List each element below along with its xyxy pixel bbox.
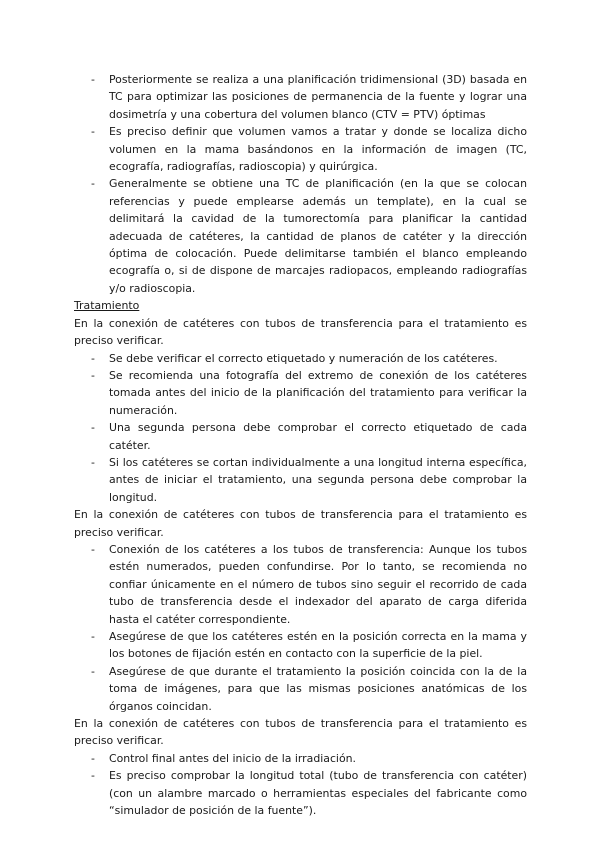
dash-bullet-icon: - [91, 542, 95, 556]
list-item-text: Una segunda persona debe comprobar el correcto etiquetado de cada catéter. [109, 421, 527, 452]
list-item-text: Se recomienda una fotografía del extremo de conexión de los catéteres tomada antes del inicio de la planificación del tratamiento para verificar la numeración. [109, 368, 527, 417]
dash-bullet-icon: - [91, 177, 95, 191]
list-item [74, 71, 527, 123]
dash-bullet-icon: - [91, 351, 95, 365]
dash-bullet-icon: - [91, 368, 95, 382]
list-item [74, 350, 527, 367]
list-item-text: Conexión de los catéteres a los tubos de transferencia: Aunque los tubos estén numerados, pueden confundirse. Por lo tanto, se recomienda no confiar únicamente en el número de tubos sino seguir el recorrido de cada tubo de transferencia desde el indexador del aparato de carga diferida hasta el catéter correspondiente. [109, 542, 527, 626]
list-item-text: Es preciso comprobar la longitud total (tubo de transferencia con catéter) (con un alambre marcado o herramientas especiales del fabricante como “simulador de posición de la fuente”). [109, 769, 527, 818]
list-item-text: Control final antes del inicio de la irradiación. [109, 751, 356, 765]
dash-bullet-icon: - [91, 421, 95, 435]
list-item-text: Generalmente se obtiene una TC de planificación (en la que se colocan referencias y puede emplearse además un template), en la cual se delimitará la cavidad de la tumorectomía para planificar la cantidad adecuada de catéteres, la cantidad de planos de catéter y la dirección óptima de colocación. Puede delimitarse también el blanco empleando ecografía o, si de dispone de marcajes radiopacos, empleando radiografías y/o radioscopia. [109, 177, 527, 295]
list-item-text: Posteriormente se realiza a una planificación tridimensional (3D) basada en TC para optimizar las posiciones de permanencia de la fuente y lograr una dosimetría y una cobertura del volumen blanco (CTV = PTV) óptimas [109, 73, 527, 121]
list-item-text: Se debe verificar el correcto etiquetado y numeración de los catéteres. [109, 351, 498, 365]
list-item [74, 750, 527, 767]
list-item [74, 767, 527, 819]
list-item [74, 419, 527, 454]
list-item-text: Si los catéteres se cortan individualmente a una longitud interna específica, antes de iniciar el tratamiento, una segunda persona debe comprobar la longitud. [109, 455, 527, 504]
verification-list-3 [74, 750, 527, 820]
verification-list-2 [74, 541, 527, 715]
dash-bullet-icon: - [91, 664, 95, 678]
dash-bullet-icon: - [91, 630, 95, 643]
dash-bullet-icon: - [91, 769, 95, 783]
verification-list-1 [74, 350, 527, 507]
list-item [74, 541, 527, 628]
list-item-text: Asegúrese de que durante el tratamiento la posición coincida con la de la toma de imágenes, para que las mismas posiciones anatómicas de los órganos coincidan. [109, 664, 527, 713]
dash-bullet-icon: - [91, 751, 95, 765]
list-item-text: Es preciso definir que volumen vamos a tratar y donde se localiza dicho volumen en la mama basándonos en la información de imagen (TC, ecografía, radiografías, radioscopia) y quirúrgica. [109, 125, 527, 174]
section-heading-tratamiento: Tratamiento [74, 299, 140, 313]
list-item-text: Asegúrese de que los catéteres estén en la posición correcta en la mama y los botones de fijación estén en contacto con la superficie de la piel. [109, 630, 527, 661]
block-intro: En la conexión de catéteres con tubos de transferencia para el tratamiento es preciso verificar. [74, 508, 527, 539]
list-item [74, 175, 527, 297]
list-item [74, 123, 527, 175]
dash-bullet-icon: - [91, 73, 95, 86]
planning-list [74, 71, 527, 297]
list-item [74, 628, 527, 663]
dash-bullet-icon: - [91, 455, 95, 469]
dash-bullet-icon: - [91, 125, 95, 139]
document-body [74, 71, 527, 819]
list-item [74, 367, 527, 419]
block-intro: En la conexión de catéteres con tubos de transferencia para el tratamiento es preciso verificar. [74, 316, 527, 348]
list-item [74, 663, 527, 715]
block-intro: En la conexión de catéteres con tubos de transferencia para el tratamiento es preciso verificar. [74, 717, 527, 748]
list-item [74, 454, 527, 506]
